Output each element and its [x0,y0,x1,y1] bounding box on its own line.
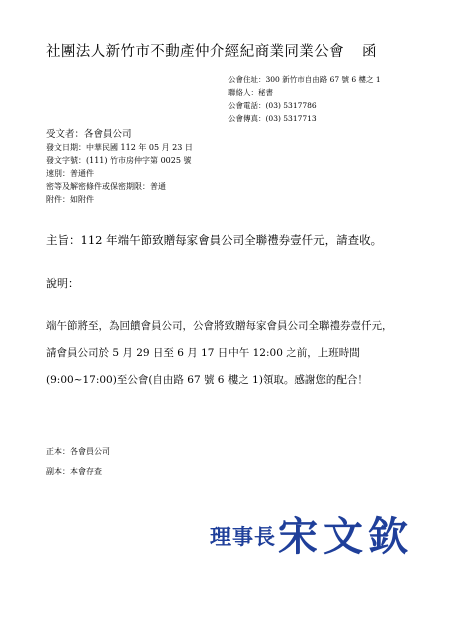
contact-person: 聯絡人：秘書 [228,88,273,97]
attachment: 附件：如附件 [46,195,94,204]
issue-date: 發文日期：中華民國 112 年 05 月 23 日 [46,143,193,152]
signature [210,505,413,562]
org-title: 社團法人新竹市不動產仲介經紀商業同業公會 [46,44,344,60]
primary-copy: 正本：各會員公司 [46,447,110,456]
body-line: 端午節將至，為回饋會員公司，公會將致贈每家會員公司全聯禮券壹仟元， [46,320,393,332]
explanation-label: 說明： [46,277,79,290]
doc-number: 發文字號：(111) 竹市房仲字第 0025 號 [46,156,192,165]
recipient: 受文者：各會員公司 [46,129,132,140]
signature-role: 理事長 [210,525,276,549]
signature-name: 宋文欽 [278,514,413,560]
secondary-copy: 副本：本會存查 [46,467,102,476]
body-line: 請會員公司於 5 月 29 日至 6 月 17 日中午 12:00 之前，上班時間 [46,347,360,359]
doc-type: 函 [362,44,377,60]
security-level: 密等及解密條件或保密期限：普通 [46,182,166,191]
contact-phone: 公會電話：(03) 5317786 [228,101,317,110]
subject: 主旨：112 年端午節致贈每家會員公司全聯禮券壹仟元，請查收。 [46,233,383,247]
contact-address: 公會住址：300 新竹市自由路 67 號 6 樓之 1 [228,75,381,84]
letter-title [46,40,377,61]
contact-fax: 公會傳真：(03) 5317713 [228,114,317,123]
body-line: (9:00~17:00)至公會(自由路 67 號 6 樓之 1)領取。感謝您的配合！ [46,374,368,386]
delivery-speed: 速別：普通件 [46,169,94,178]
